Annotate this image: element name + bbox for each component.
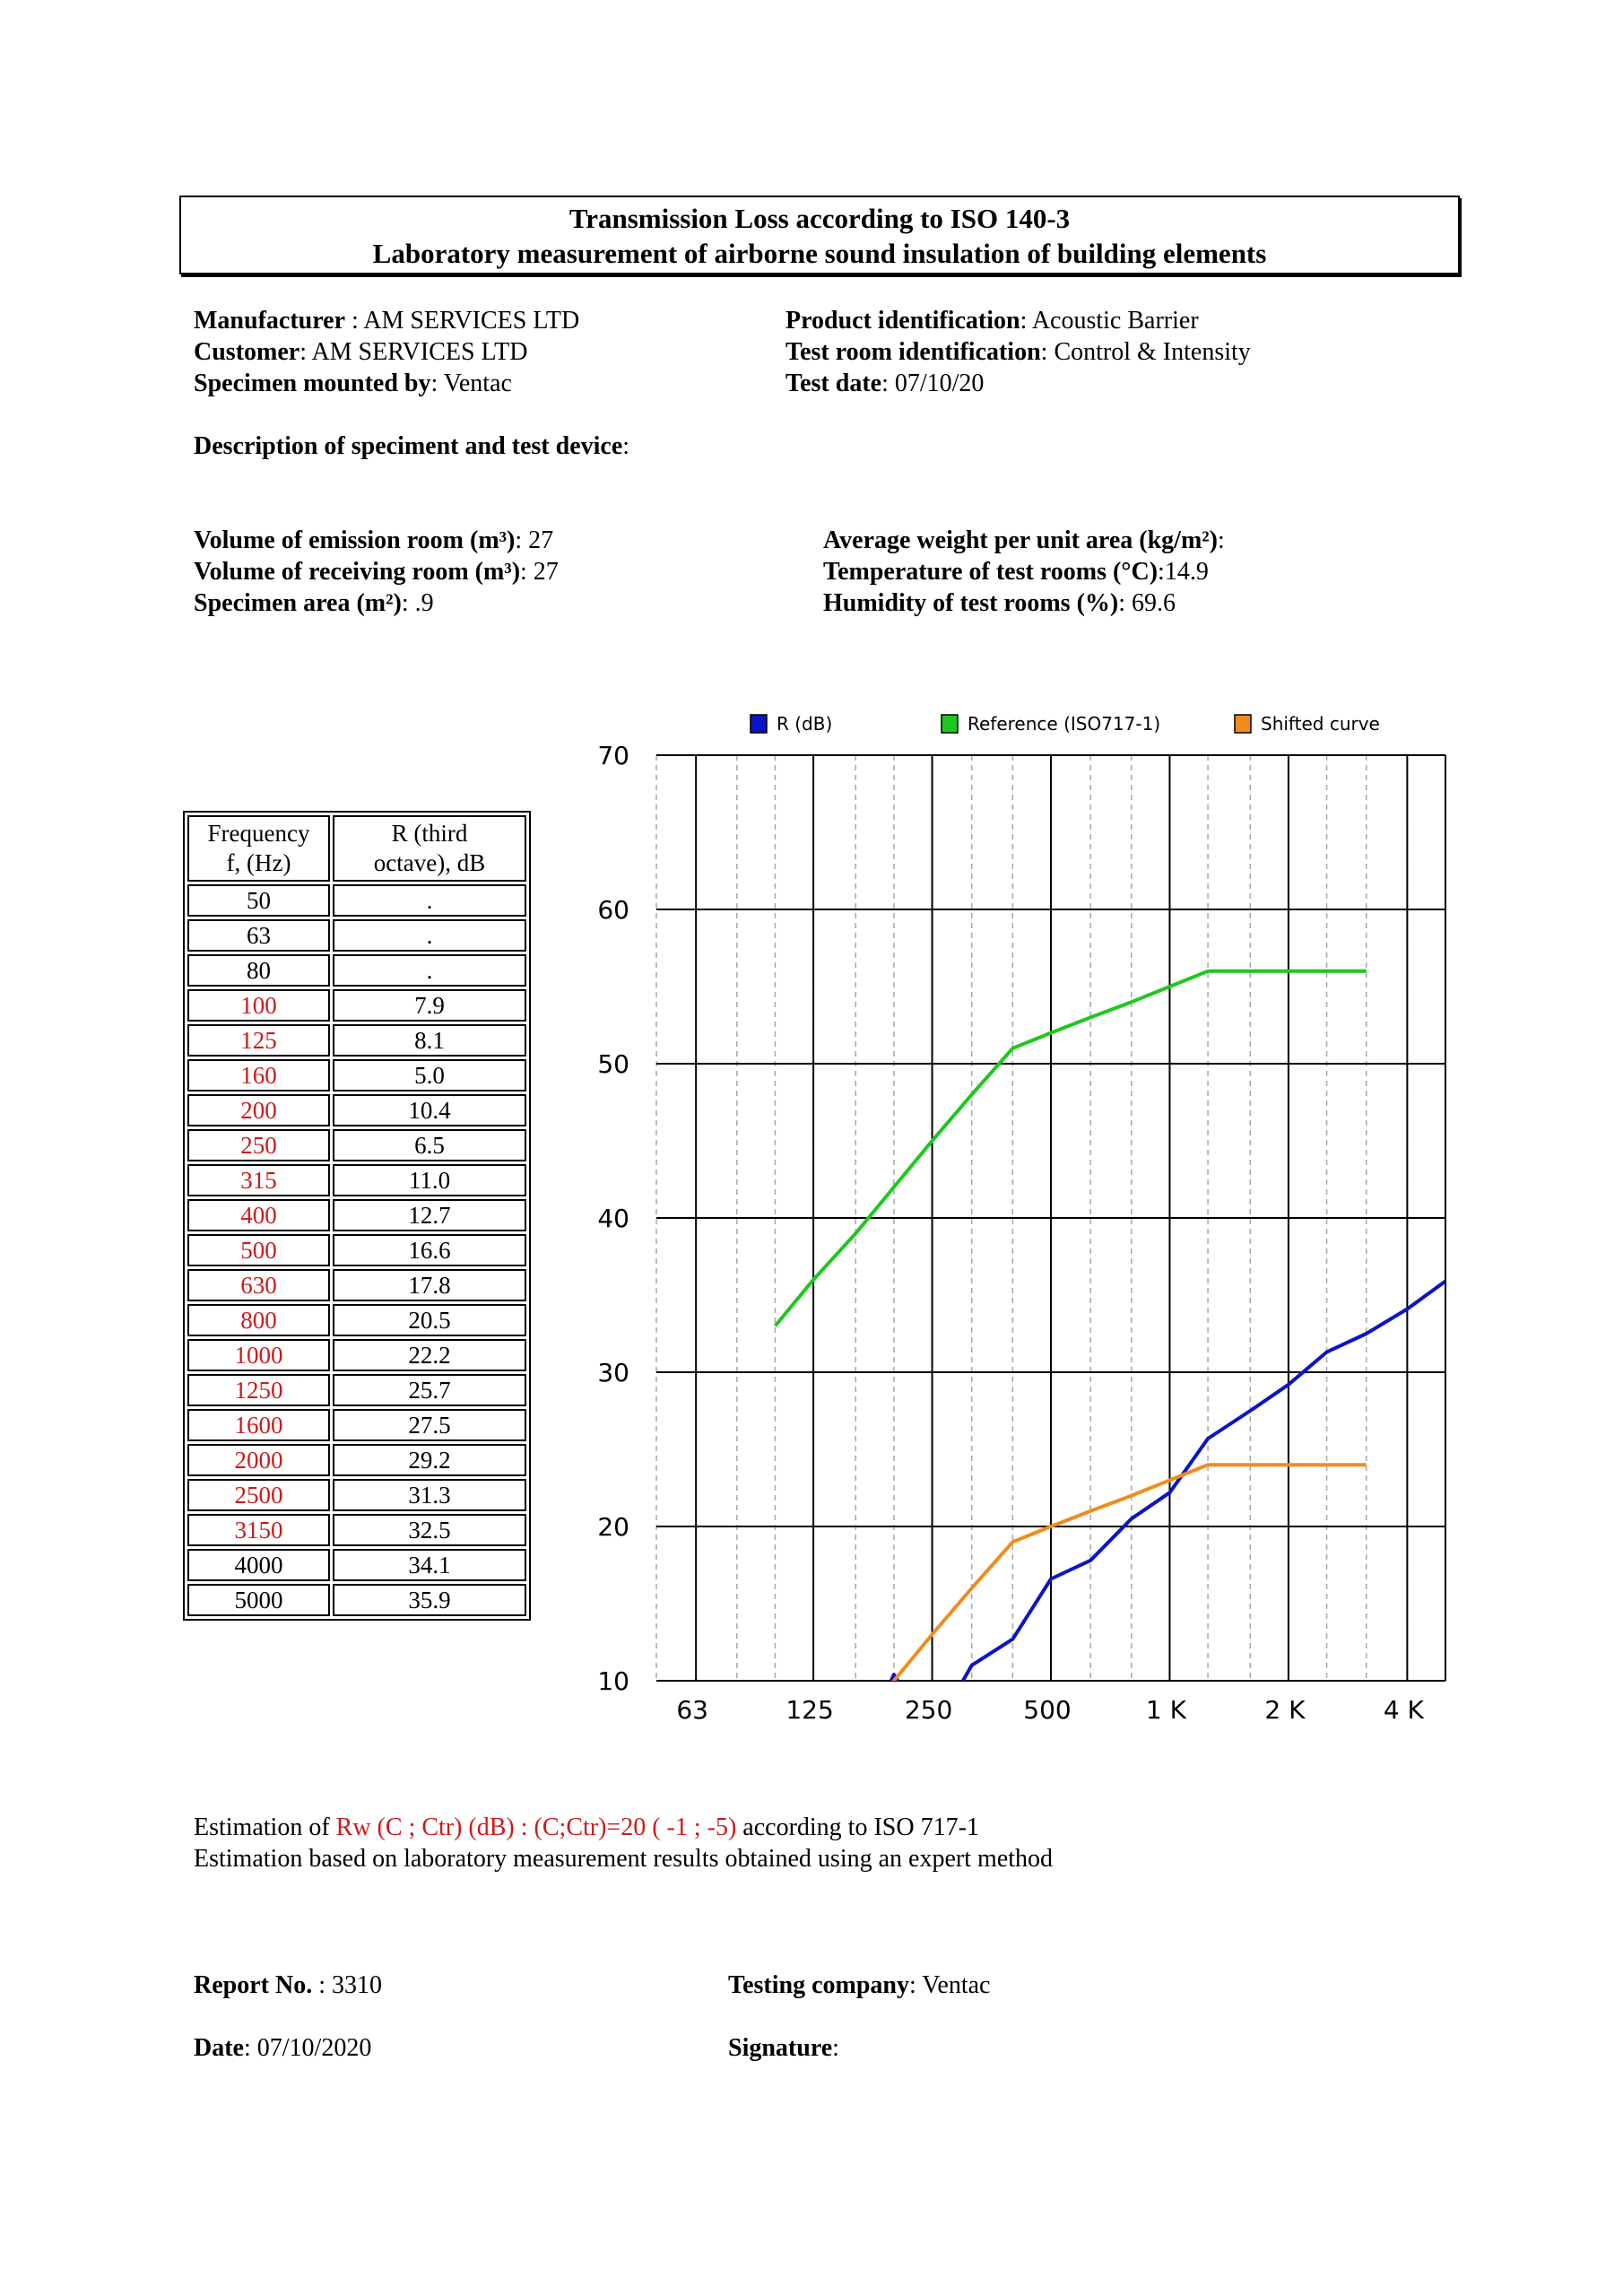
receiving-room-value: : 27 (520, 558, 559, 586)
frequency-cell: 4000 (187, 1549, 330, 1581)
table-row (187, 1304, 526, 1336)
frequency-header: Frequency f, (Hz) (187, 815, 330, 882)
y-tick-label: 70 (597, 741, 629, 770)
reference-curve-line (776, 971, 1367, 1326)
customer-label: Customer (194, 338, 300, 366)
product-label: Product identification (785, 307, 1020, 335)
legend-shifted-curve-swatch (1235, 715, 1251, 733)
frequency-cell: 80 (187, 954, 330, 987)
frequency-cell: 125 (187, 1024, 330, 1057)
frequency-cell: 315 (187, 1164, 330, 1196)
r-value-cell: 31.3 (333, 1479, 526, 1511)
frequency-table (183, 811, 531, 1621)
report-date-value: : 07/10/2020 (243, 2034, 372, 2062)
y-tick-label: 40 (597, 1204, 629, 1233)
r-value-cell: 32.5 (333, 1514, 526, 1546)
description (194, 430, 629, 462)
r-value-cell: 27.5 (333, 1409, 526, 1441)
r-value-cell: 34.1 (333, 1549, 526, 1581)
estimation (194, 1812, 1053, 1874)
customer-value: : AM SERVICES LTD (299, 338, 528, 366)
table-header-row (187, 815, 526, 882)
r-value-cell: 11.0 (333, 1164, 526, 1196)
estimation-prefix: Estimation of (194, 1813, 336, 1841)
estimation-result: Rw (C ; Ctr) (dB) : (C;Ctr)=20 ( -1 ; -5) (335, 1813, 737, 1841)
report-number-label: Report No. (194, 1971, 313, 1999)
frequency-cell: 630 (187, 1269, 330, 1301)
report-date (194, 2032, 371, 2064)
specimen-area-value: : .9 (401, 589, 434, 617)
table-row (187, 1479, 526, 1511)
legend-reference-swatch (942, 715, 958, 733)
y-tick-label: 50 (597, 1049, 629, 1079)
humidity-value: : 69.6 (1118, 589, 1176, 617)
report-title: Transmission Loss according to ISO 140-3 (568, 203, 1071, 234)
testing-company (728, 1970, 990, 2001)
rooms-right (823, 525, 1225, 619)
rooms-left (194, 525, 559, 619)
r-value-cell: . (333, 884, 526, 917)
frequency-cell: 200 (187, 1094, 330, 1126)
report-subtitle: Laboratory measurement of airborne sound insulation of building elements (372, 238, 1267, 269)
frequency-cell: 63 (187, 919, 330, 952)
r-value-cell: 6.5 (333, 1129, 526, 1161)
report-title-box (179, 196, 1460, 274)
temperature-label: Temperature of test rooms (°C) (823, 558, 1159, 586)
testing-company-label: Testing company (728, 1971, 910, 1999)
table-row (187, 1164, 526, 1196)
frequency-cell: 160 (187, 1059, 330, 1091)
shifted-curve-line (776, 1465, 1367, 1820)
frequency-cell: 1250 (187, 1374, 330, 1406)
y-tick-label: 30 (597, 1358, 629, 1387)
signature-label: Signature (728, 2034, 833, 2062)
emission-room-label: Volume of emission room (m³) (194, 526, 516, 554)
test-date-value: : 07/10/20 (881, 370, 985, 397)
legend-reference-label: Reference (ISO717-1) (968, 713, 1161, 735)
report-date-label: Date (194, 2034, 244, 2062)
temperature-value: :14.9 (1158, 558, 1209, 586)
mounted-by-label: Specimen mounted by (194, 370, 431, 397)
r-value-cell: 29.2 (333, 1444, 526, 1476)
r-value-cell: 35.9 (333, 1584, 526, 1616)
table-row (187, 884, 526, 917)
test-room-label: Test room identification (785, 338, 1041, 366)
report-number (194, 1970, 382, 2001)
table-row (187, 1584, 526, 1616)
manufacturer-label: Manufacturer (194, 307, 345, 335)
r-value-cell: 22.2 (333, 1339, 526, 1371)
y-tick-label: 10 (597, 1666, 629, 1696)
table-row (187, 1024, 526, 1057)
r-value-cell: 17.8 (333, 1269, 526, 1301)
manufacturer-value: : AM SERVICES LTD (345, 307, 580, 335)
description-label: Description of speciment and test device (194, 432, 623, 460)
description-value: : (622, 432, 630, 460)
r-value-cell: 20.5 (333, 1304, 526, 1336)
humidity-label: Humidity of test rooms (%) (823, 589, 1119, 617)
r-value-cell: . (333, 919, 526, 952)
frequency-cell: 1000 (187, 1339, 330, 1371)
table-row (187, 1339, 526, 1371)
receiving-room-label: Volume of receiving room (m³) (194, 558, 521, 586)
table-row (187, 1444, 526, 1476)
legend-shifted-curve-label: Shifted curve (1261, 713, 1380, 735)
table-row (187, 1199, 526, 1231)
table-row (187, 1549, 526, 1581)
x-tick-label: 4 K (1383, 1695, 1424, 1725)
x-tick-label: 125 (785, 1695, 834, 1725)
mounted-by-value: : Ventac (430, 370, 512, 397)
frequency-cell: 400 (187, 1199, 330, 1231)
frequency-cell: 800 (187, 1304, 330, 1336)
table-row (187, 919, 526, 952)
signature (728, 2032, 839, 2064)
y-tick-label: 60 (597, 895, 629, 925)
r-value-cell: 16.6 (333, 1234, 526, 1266)
info-right (785, 305, 1251, 399)
table-row (187, 1094, 526, 1126)
table-row (187, 1234, 526, 1266)
r-value-cell: 12.7 (333, 1199, 526, 1231)
table-row (187, 1269, 526, 1301)
table-row (187, 1514, 526, 1546)
r-db-line (776, 1282, 1446, 1759)
info-left (194, 305, 579, 399)
estimation-suffix: according to ISO 717-1 (736, 1813, 979, 1841)
r-value-cell: 25.7 (333, 1374, 526, 1406)
specimen-area-label: Specimen area (m²) (194, 589, 402, 617)
frequency-cell: 50 (187, 884, 330, 917)
x-tick-label: 63 (676, 1695, 708, 1725)
table-row (187, 954, 526, 987)
frequency-cell: 5000 (187, 1584, 330, 1616)
testing-company-value: : Ventac (909, 1971, 991, 1999)
table-row (187, 1374, 526, 1406)
legend-r-db-label: R (dB) (777, 713, 833, 735)
test-date-label: Test date (785, 370, 882, 397)
weight-value: : (1218, 526, 1225, 554)
r-value-cell: 8.1 (333, 1024, 526, 1057)
x-tick-label: 2 K (1264, 1695, 1306, 1725)
table-row (187, 1409, 526, 1441)
r-header: R (third octave), dB (333, 815, 526, 882)
x-tick-label: 1 K (1145, 1695, 1186, 1725)
frequency-cell: 2500 (187, 1479, 330, 1511)
signature-value: : (832, 2034, 839, 2062)
r-value-cell: . (333, 954, 526, 987)
r-value-cell: 7.9 (333, 989, 526, 1022)
test-room-value: : Control & Intensity (1040, 338, 1251, 366)
estimation-note: Estimation based on laboratory measurement results obtained using an expert method (194, 1845, 1053, 1873)
product-value: : Acoustic Barrier (1020, 307, 1199, 335)
frequency-cell: 2000 (187, 1444, 330, 1476)
legend-r-db-swatch (751, 715, 767, 733)
emission-room-value: : 27 (515, 526, 554, 554)
frequency-cell: 100 (187, 989, 330, 1022)
frequency-cell: 3150 (187, 1514, 330, 1546)
frequency-cell: 1600 (187, 1409, 330, 1441)
frequency-cell: 250 (187, 1129, 330, 1161)
table-row (187, 1129, 526, 1161)
r-value-cell: 10.4 (333, 1094, 526, 1126)
x-tick-label: 500 (1023, 1695, 1072, 1725)
frequency-cell: 500 (187, 1234, 330, 1266)
table-row (187, 1059, 526, 1091)
weight-label: Average weight per unit area (kg/m²) (823, 526, 1218, 554)
table-row (187, 989, 526, 1022)
r-value-cell: 5.0 (333, 1059, 526, 1091)
report-number-value: : 3310 (312, 1971, 382, 1999)
transmission-loss-chart (574, 700, 1453, 1725)
y-tick-label: 20 (597, 1512, 629, 1542)
x-tick-label: 250 (904, 1695, 953, 1725)
